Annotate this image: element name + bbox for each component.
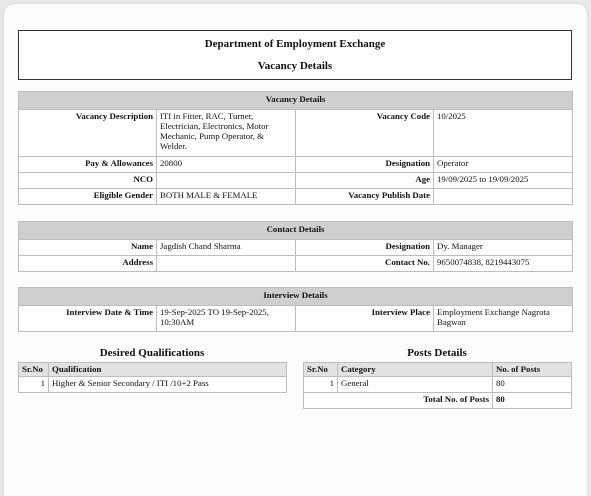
post-category: General — [338, 377, 493, 393]
publish-date-label: Vacancy Publish Date — [296, 189, 434, 205]
qualifications-title: Desired Qualifications — [99, 347, 205, 359]
age-value: 19/09/2025 to 19/09/2025 — [434, 173, 573, 189]
nco-value — [157, 173, 296, 189]
contact-section-title: Contact Details — [19, 222, 573, 240]
page-subtitle: Vacancy Details — [257, 60, 333, 72]
posts-srno-header: Sr.No — [304, 363, 338, 377]
page-header — [18, 30, 572, 80]
age-label: Age — [296, 173, 434, 189]
contact-number-label: Contact No. — [296, 256, 434, 272]
contact-designation-label: Designation — [296, 240, 434, 256]
gender-value: BOTH MALE & FEMALE — [157, 189, 296, 205]
table-row — [304, 377, 572, 393]
qualification-srno: 1 — [19, 377, 49, 393]
interview-datetime-value: 19-Sep-2025 TO 19-Sep-2025, 10:30AM — [157, 306, 296, 332]
contact-number-value: 9650074838, 8219443075 — [434, 256, 573, 272]
posts-total-value: 80 — [493, 393, 572, 409]
vacancy-code-label: Vacancy Code — [296, 110, 434, 157]
pay-value: 20800 — [157, 157, 296, 173]
vacancy-description-value: ITI in Fitter, RAC, Turner, Electrician, Electronics, Motor Mechanic, Pump Operator, & Welder. — [157, 110, 296, 157]
table-row — [19, 377, 287, 393]
vacancy-section-title: Vacancy Details — [19, 92, 573, 110]
qualifications-table — [18, 362, 287, 393]
contact-name-label: Name — [19, 240, 157, 256]
department-title: Department of Employment Exchange — [204, 38, 386, 50]
post-count: 80 — [493, 377, 572, 393]
address-value — [157, 256, 296, 272]
posts-title: Posts Details — [407, 347, 467, 359]
qualifications-qualification-header: Qualification — [49, 363, 287, 377]
qualifications-srno-header: Sr.No — [19, 363, 49, 377]
contact-designation-value: Dy. Manager — [434, 240, 573, 256]
post-srno: 1 — [304, 377, 338, 393]
vacancy-code-value: 10/2025 — [434, 110, 573, 157]
designation-value: Operator — [434, 157, 573, 173]
interview-place-label: Interview Place — [296, 306, 434, 332]
designation-label: Designation — [296, 157, 434, 173]
pay-label: Pay & Allowances — [19, 157, 157, 173]
interview-datetime-label: Interview Date & Time — [19, 306, 157, 332]
gender-label: Eligible Gender — [19, 189, 157, 205]
posts-count-header: No. of Posts — [493, 363, 572, 377]
interview-place-value: Employment Exchange Nagrota Bagwan — [434, 306, 573, 332]
posts-table — [303, 362, 572, 409]
vacancy-details-table — [18, 91, 573, 205]
contact-name-value: Jagdish Chand Sharma — [157, 240, 296, 256]
interview-section-title: Interview Details — [19, 288, 573, 306]
vacancy-description-label: Vacancy Description — [19, 110, 157, 157]
qualification-text: Higher & Senior Secondary / ITI /10+2 Pass — [49, 377, 287, 393]
contact-details-table — [18, 221, 573, 272]
posts-category-header: Category — [338, 363, 493, 377]
nco-label: NCO — [19, 173, 157, 189]
posts-total-label: Total No. of Posts — [304, 393, 493, 409]
address-label: Address — [19, 256, 157, 272]
publish-date-value — [434, 189, 573, 205]
interview-details-table — [18, 287, 573, 332]
